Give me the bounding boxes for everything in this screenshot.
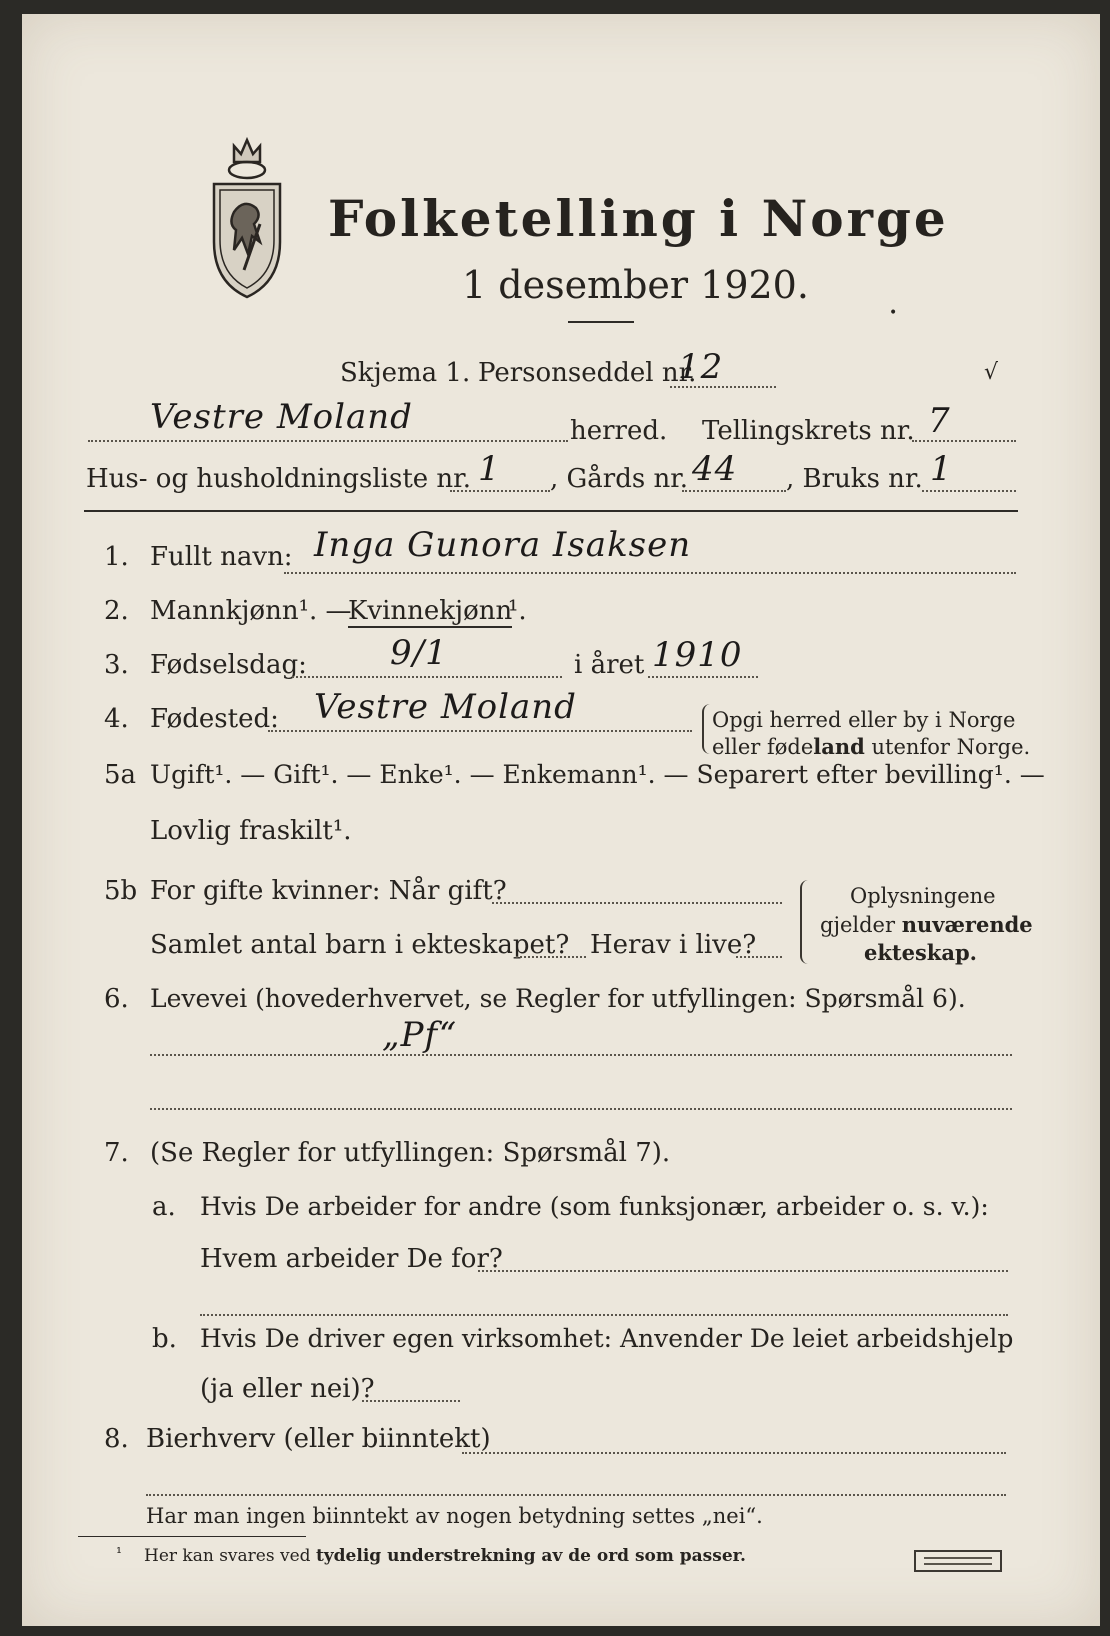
q6-line2 [150, 1108, 1012, 1110]
q2-number: 2. [104, 596, 129, 626]
q7a-line2 [200, 1314, 1008, 1316]
q7a-text: Hvis De arbeider for andre (som funksjonær, arbeider o. s. v.): [200, 1192, 989, 1221]
q3-year-line [648, 676, 758, 678]
q6-line1 [150, 1054, 1012, 1056]
personseddel-number: 12 [678, 347, 724, 387]
form-title: Folketelling i Norge [328, 189, 949, 248]
q8-line1 [462, 1452, 1006, 1454]
q5b-note2b: nuværende [901, 912, 1033, 937]
hus-label: Hus- og husholdningsliste nr. [86, 464, 472, 494]
q7-label: (Se Regler for utfyllingen: Spørsmål 7). [150, 1138, 671, 1168]
q3-number: 3. [104, 650, 129, 680]
q4-note2c: utenfor Norge. [871, 735, 1031, 759]
q4-note2b: land [813, 734, 865, 759]
q6-number: 6. [104, 984, 129, 1014]
bruks-label: , Bruks nr. [786, 464, 923, 494]
q5b-note1: Oplysningene [850, 884, 996, 908]
q5b-label3: Herav i live? [590, 930, 757, 960]
q3-year-label: i året [574, 650, 645, 680]
footnote-text [144, 1548, 746, 1565]
gards-line [682, 490, 786, 492]
footer-note: Har man ingen biinntekt av nogen betydning settes „nei“. [146, 1504, 763, 1528]
q5b-line3 [736, 956, 782, 958]
q7a-line1 [478, 1270, 1008, 1272]
birthplace-value: Vestre Moland [314, 687, 577, 727]
q8-label: Bierhverv (eller biinntekt) [146, 1424, 491, 1454]
q5b-label1: For gifte kvinner: Når gift? [150, 876, 507, 906]
q2-female-sup: ¹. [508, 596, 527, 626]
checkmark: √ [984, 360, 999, 385]
q4-number: 4. [104, 704, 129, 734]
q7b-text2: (ja eller nei)? [200, 1374, 375, 1404]
tellingskrets-label: Tellingskrets nr. [702, 416, 915, 446]
q5b-brace [800, 880, 808, 964]
census-date: 1 desember 1920. [462, 263, 809, 307]
footnote-mark: ¹ [116, 1544, 123, 1562]
q4-line [268, 730, 692, 732]
q7b-line [362, 1400, 460, 1402]
hus-line [450, 490, 550, 492]
herred-label: herred. [570, 416, 668, 446]
q2-female-underlined: Kvinnekjønn [348, 596, 513, 626]
header-rule [84, 510, 1018, 512]
q1-number: 1. [104, 542, 129, 572]
birth-year-value: 1910 [652, 635, 743, 675]
q1-line [284, 572, 1016, 574]
q2-male: Mannkjønn¹. — [150, 596, 352, 626]
q4-note2a: eller føde [712, 735, 814, 759]
herred-line [88, 440, 568, 442]
census-form-sheet [22, 14, 1100, 1626]
hus-value: 1 [478, 449, 501, 489]
q7-number: 7. [104, 1138, 129, 1168]
q5b-line2 [516, 956, 586, 958]
full-name-value: Inga Gunora Isaksen [314, 525, 692, 565]
q5b-line1 [492, 902, 782, 904]
q5b-number: 5b [104, 876, 138, 906]
q4-label: Fødested: [150, 704, 279, 734]
q7b-letter: b. [152, 1324, 177, 1354]
personseddel-label: Personseddel nr. [478, 358, 697, 388]
bruks-value: 1 [930, 449, 953, 489]
q5b-note2a: gjelder [820, 913, 896, 937]
q5a-text2: Lovlig fraskilt¹. [150, 816, 352, 846]
footnote-a: Her kan svares ved [144, 1546, 311, 1566]
footnote-b: tydelig understrekning av de ord som passer. [315, 1546, 746, 1566]
footnote-rule [78, 1536, 306, 1537]
schema-label: Skjema 1. [340, 358, 471, 388]
bruks-line [922, 490, 1016, 492]
q3-line [292, 676, 562, 678]
q7a-text2: Hvem arbeider De for? [200, 1244, 503, 1274]
q5a-number: 5a [104, 760, 137, 790]
q8-line2 [146, 1494, 1006, 1496]
printer-stamp-lines [916, 1552, 1000, 1570]
q4-note-line1: Opgi herred eller by i Norge [712, 708, 1016, 732]
title-divider [568, 321, 634, 323]
occupation-value: „Pf“ [382, 1015, 458, 1055]
q8-number: 8. [104, 1424, 129, 1454]
q7b-text: Hvis De driver egen virksomhet: Anvender De leiet arbeidshjelp [200, 1324, 1014, 1353]
printer-stamp-icon [914, 1550, 1002, 1572]
q4-note-line2 [712, 736, 1030, 758]
gards-value: 44 [692, 449, 738, 489]
q3-label: Fødselsdag: [150, 650, 307, 680]
coat-of-arms-icon [204, 132, 290, 302]
birthday-value: 9/1 [390, 633, 448, 673]
q5b-note3: ekteskap. [864, 940, 977, 965]
q7a-letter: a. [152, 1192, 176, 1222]
q1-label: Fullt navn: [150, 542, 293, 572]
herred-value: Vestre Moland [150, 397, 413, 437]
q4-brace [702, 704, 710, 754]
q5a-text: Ugift¹. — Gift¹. — Enke¹. — Enkemann¹. — Separert efter bevilling¹. — [150, 760, 1045, 789]
gards-label: , Gårds nr. [550, 464, 689, 494]
q5b-label2: Samlet antal barn i ekteskapet? [150, 930, 570, 960]
q5b-note2 [820, 914, 1033, 936]
q6-label: Levevei (hovederhvervet, se Regler for utfyllingen: Spørsmål 6). [150, 984, 966, 1013]
ink-dot: • [889, 305, 898, 321]
tellingskrets-value: 7 [928, 401, 951, 441]
